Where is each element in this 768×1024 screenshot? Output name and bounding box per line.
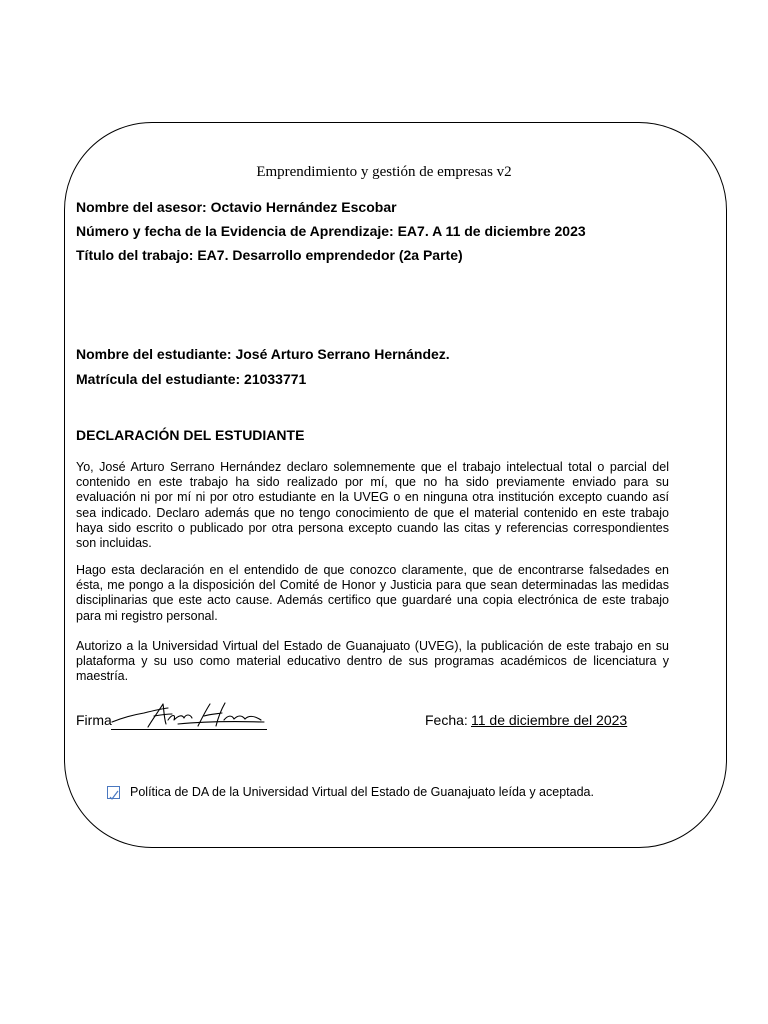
declaration-paragraph: Hago esta declaración en el entendido de que conozco claramente, que de encontrarse falsedades en ésta, me pongo a la disposición del Comité de Honor y Justicia para que sean determinadas las medidas disciplinarias que este acto cause. Además certifico que guardaré una copia electrónica de este trabajo para mi registro personal.: [76, 563, 669, 623]
handwritten-signature: [108, 700, 268, 730]
declaration-heading: DECLARACIÓN DEL ESTUDIANTE: [76, 427, 305, 443]
declaration-paragraph: Yo, José Arturo Serrano Hernández declaro solemnemente que el trabajo intelectual total o parcial del contenido en este trabajo ha sido realizado por mí, que no ha sido previamente enviado para su evaluación ni por mí ni por otro estudiante en la UVEG o en ninguna otra institución excepto cuando así sea indicado. Declaro además que no tengo conocimiento de que el material contenido en este trabajo haya sido escrito o publicado por otra persona excepto cuando las citas y referencias correspondientes son incluidas.: [76, 460, 669, 551]
advisor-name: Nombre del asesor: Octavio Hernández Escobar: [76, 199, 397, 215]
evidence-info: Número y fecha de la Evidencia de Aprendizaje: EA7. A 11 de diciembre 2023: [76, 223, 586, 239]
policy-checkbox[interactable]: [107, 786, 120, 799]
work-title: Título del trabajo: EA7. Desarrollo emprendedor (2a Parte): [76, 247, 463, 263]
date-value: 11 de diciembre del 2023: [471, 712, 628, 728]
policy-text: Política de DA de la Universidad Virtual del Estado de Guanajuato leída y aceptada.: [130, 785, 594, 799]
declaration-paragraph: Autorizo a la Universidad Virtual del Estado de Guanajuato (UVEG), la publicación de este trabajo en su plataforma y su uso como material educativo dentro de sus programas académicos de licenciatura y maestría.: [76, 639, 669, 684]
checkmark-icon: [108, 789, 119, 800]
signature-label: Firma: [76, 712, 112, 728]
student-id: Matrícula del estudiante: 21033771: [76, 371, 307, 387]
student-name: Nombre del estudiante: José Arturo Serrano Hernández.: [76, 346, 450, 362]
date-label: Fecha:: [425, 712, 468, 728]
course-title: Emprendimiento y gestión de empresas v2: [256, 164, 512, 180]
